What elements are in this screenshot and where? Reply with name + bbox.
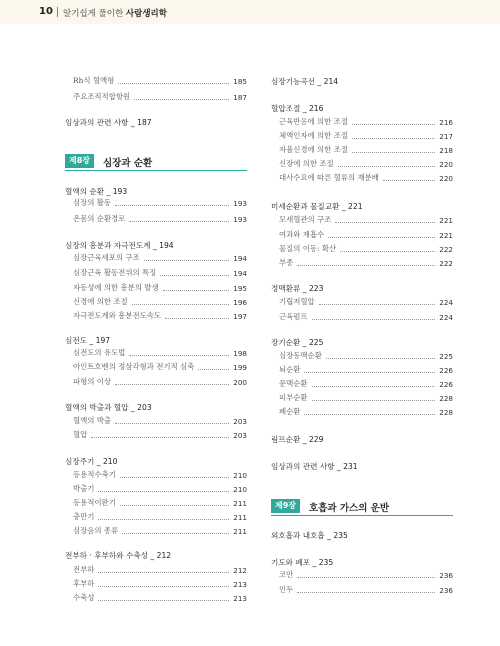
dot-leader [118,83,229,84]
toc-section[interactable]: 기도와 폐포 _ 235 [271,558,334,567]
chapter-title: 심장과 순환 [103,158,153,169]
toc-entry-page: 200 [233,378,247,387]
book-subtitle: 알기쉽게 풀이한 [63,9,124,19]
toc-entry-label: 심장동맥순환 [279,351,322,360]
toc-entry-label: 심장의 활동 [73,198,112,207]
dot-leader [98,491,229,492]
toc-entry[interactable] [279,117,453,127]
toc-entry-label: 대사수요에 따른 혈류의 재분배 [279,173,379,182]
toc-entry-label: 심장음의 종류 [73,526,119,535]
toc-entry-label: 폐순환 [279,407,301,416]
toc-entry-label: 인두 [279,585,294,594]
toc-entry-label: 아인트호벤의 정삼각형과 전기적 심축 [73,362,195,371]
toc-entry-label: 신장에 의한 조절 [279,159,334,168]
dot-leader [340,251,435,252]
toc-entry[interactable] [279,365,453,375]
toc-entry[interactable] [279,351,453,361]
toc-entry-label: 혈액의 박출 [73,416,112,425]
book-main-title: 사람생리학 [125,9,167,19]
toc-entry-label: 체액인자에 의한 조절 [279,131,348,140]
toc-entry-label: 코안 [279,570,294,579]
toc-entry-label: 물질의 이동: 확산 [279,244,337,253]
toc-entry-page: 236 [439,571,453,580]
toc-entry[interactable] [73,512,247,522]
dot-leader [122,533,229,534]
toc-entry[interactable] [279,258,453,268]
toc-entry-page: 194 [233,254,247,263]
page-header [0,0,500,24]
toc-entry-label: 후부하 [73,579,95,588]
toc-entry[interactable] [73,198,247,208]
chapter-badge: 제8장 [65,154,94,168]
toc-entry-label: 자극전도계와 흥분전도속도 [73,311,162,320]
dot-leader [297,265,435,266]
toc-entry[interactable] [279,173,453,183]
toc-entry-page: 211 [233,513,247,522]
toc-entry-label: 근육반응에 의한 조절 [279,117,348,126]
toc-entry-page: 218 [439,146,453,155]
page-number: 10 [39,6,53,17]
toc-section[interactable]: 임상과의 관련 사항 _ 187 [65,118,152,127]
toc-entry-label: 등용적수축기 [73,470,116,479]
toc-section[interactable]: 정맥환류 _ 223 [271,284,324,293]
toc-entry-label: 피부순환 [279,393,308,402]
toc-entry[interactable] [279,215,453,225]
toc-entry[interactable] [73,377,247,387]
toc-entry[interactable] [73,498,247,508]
chapter-badge: 제9장 [271,499,300,513]
toc-entry-page: 216 [439,118,453,127]
chapter-heading-8[interactable] [65,152,247,171]
dot-leader [297,577,435,578]
toc-entry-label: 자동성에 의한 흥분의 발생 [73,283,159,292]
toc-entry[interactable] [73,214,247,224]
toc-entry[interactable] [279,393,453,403]
toc-entry-page: 213 [233,580,247,589]
toc-entry-label: 충만기 [73,512,95,521]
toc-entry-page: 210 [233,471,247,480]
dot-leader [297,592,435,593]
toc-entry-page: 185 [233,77,247,86]
book-title [63,7,167,19]
toc-entry-page: 203 [233,417,247,426]
toc-entry[interactable] [279,585,453,595]
dot-leader [160,275,229,276]
dot-leader [383,180,435,181]
dot-leader [338,166,436,167]
toc-section[interactable]: 임상과의 관련 사항 _ 231 [271,462,358,471]
toc-entry-page: 211 [233,527,247,536]
dot-leader [120,477,229,478]
dot-leader [98,600,229,601]
dot-leader [129,221,229,222]
toc-entry-page: 187 [233,93,247,102]
toc-entry[interactable] [73,470,247,480]
toc-entry-page: 220 [439,160,453,169]
toc-section[interactable]: 심장기능곡선 _ 214 [271,77,339,86]
dot-leader [129,355,229,356]
toc-entry-page: 222 [439,259,453,268]
toc-entry-label: 부종 [279,258,294,267]
toc-entry[interactable] [73,253,247,263]
toc-entry-label: 심전도의 유도법 [73,348,126,357]
toc-entry-label: 신경에 의한 조절 [73,297,128,306]
toc-entry-page: 193 [233,215,247,224]
toc-entry-page: 220 [439,174,453,183]
toc-entry[interactable] [73,297,247,307]
dot-leader [304,414,435,415]
toc-section[interactable]: 심장의 흥분과 자극전도계 _ 194 [65,241,174,250]
toc-section[interactable]: 장기순환 _ 225 [271,338,324,347]
toc-entry-label: 자율신경에 의한 조절 [279,145,348,154]
dot-leader [115,205,229,206]
toc-entry-page: 224 [439,313,453,322]
dot-leader [304,372,435,373]
toc-entry[interactable] [279,570,453,580]
dot-leader [312,319,436,320]
toc-section[interactable]: 심전도 _ 197 [65,336,111,345]
toc-entry-page: 228 [439,408,453,417]
dot-leader [98,519,229,520]
toc-entry[interactable] [279,407,453,417]
toc-entry-label: 뇌순환 [279,365,301,374]
toc-entry[interactable] [73,362,247,372]
dot-leader [134,99,229,100]
dot-leader [312,400,436,401]
toc-entry-page: 226 [439,380,453,389]
toc-section[interactable]: 전부하 · 후부하와 수축성 _ 212 [65,551,172,560]
toc-entry-page: 199 [233,363,247,372]
toc-entry-label: 파형의 이상 [73,377,112,386]
dot-leader [335,222,435,223]
toc-entry-page: 228 [439,394,453,403]
toc-entry-page: 225 [439,352,453,361]
toc-entry[interactable] [73,430,247,440]
dot-leader [326,358,435,359]
dot-leader [98,572,229,573]
toc-entry-page: 210 [233,485,247,494]
dot-leader [91,437,229,438]
toc-entry-page: 195 [233,284,247,293]
toc-section[interactable]: 림프순환 _ 229 [271,435,324,444]
toc-entry-page: 213 [233,594,247,603]
toc-entry[interactable] [73,348,247,358]
toc-section[interactable]: 심장주기 _ 210 [65,457,118,466]
toc-section[interactable]: 혈액의 순환 _ 193 [65,187,128,196]
dot-leader [312,386,436,387]
toc-entry[interactable] [73,526,247,536]
toc-entry-page: 196 [233,298,247,307]
toc-entry[interactable] [279,312,453,322]
dot-leader [328,237,435,238]
toc-entry[interactable] [73,311,247,321]
toc-entry-label: 전부하 [73,565,95,574]
toc-entry[interactable] [73,484,247,494]
toc-entry-label: 여과와 재흡수 [279,230,325,239]
toc-section[interactable]: 외호흡과 내호흡 _ 235 [271,531,348,540]
toc-entry-label: 근육펌프 [279,312,308,321]
toc-entry-label: 문맥순환 [279,379,308,388]
toc-entry[interactable] [279,297,453,307]
toc-entry[interactable] [73,593,247,603]
dot-leader [352,152,435,153]
dot-leader [120,505,229,506]
dot-leader [115,423,229,424]
toc-entry-label: 심장근육 활동전위의 특징 [73,268,157,277]
toc-entry-label: 온몸의 순환경로 [73,214,126,223]
toc-entry[interactable] [73,268,247,278]
toc-entry-label: 기립저혈압 [279,297,315,306]
toc-entry[interactable] [73,565,247,575]
toc-entry[interactable] [279,379,453,389]
toc-entry-label: 혈압 [73,430,88,439]
dot-leader [198,369,229,370]
toc-entry-page: 221 [439,231,453,240]
toc-entry[interactable] [279,230,453,240]
toc-entry[interactable] [279,145,453,155]
dot-leader [165,318,229,319]
header-divider [57,7,58,17]
toc-entry[interactable] [73,92,247,102]
toc-entry[interactable] [279,131,453,141]
toc-entry-page: 197 [233,312,247,321]
toc-entry[interactable] [73,76,247,86]
toc-entry-label: Rh식 혈액형 [73,76,115,85]
toc-entry-label: 등용적이완기 [73,498,116,507]
toc-entry-label: 주요조직적합항원 [73,92,131,101]
toc-section[interactable]: 혈압조절 _ 216 [271,104,324,113]
toc-entry[interactable] [279,244,453,254]
toc-entry[interactable] [73,579,247,589]
toc-entry[interactable] [73,283,247,293]
toc-entry-page: 194 [233,269,247,278]
toc-entry-label: 모세혈관의 구조 [279,215,332,224]
dot-leader [132,304,230,305]
toc-entry-page: 224 [439,298,453,307]
dot-leader [144,260,230,261]
toc-entry[interactable] [279,159,453,169]
chapter-title: 호흡과 가스의 운반 [309,503,390,514]
chapter-heading-9[interactable] [271,497,453,516]
toc-entry-page: 236 [439,586,453,595]
toc-entry-page: 211 [233,499,247,508]
toc-entry-page: 193 [233,199,247,208]
toc-entry-label: 수축성 [73,593,95,602]
toc-entry-page: 203 [233,431,247,440]
toc-entry-label: 박출기 [73,484,95,493]
dot-leader [352,124,435,125]
toc-entry-page: 222 [439,245,453,254]
toc-entry-page: 226 [439,366,453,375]
dot-leader [98,586,229,587]
dot-leader [163,290,230,291]
toc-entry-page: 212 [233,566,247,575]
toc-entry-page: 198 [233,349,247,358]
toc-entry-label: 심장근육세포의 구조 [73,253,140,262]
toc-section[interactable]: 미세순환과 물질교환 _ 221 [271,202,363,211]
toc-section[interactable]: 혈액의 박출과 혈압 _ 203 [65,403,152,412]
dot-leader [115,384,229,385]
toc-entry-page: 221 [439,216,453,225]
toc-entry[interactable] [73,416,247,426]
toc-entry-page: 217 [439,132,453,141]
dot-leader [352,138,435,139]
dot-leader [319,304,436,305]
